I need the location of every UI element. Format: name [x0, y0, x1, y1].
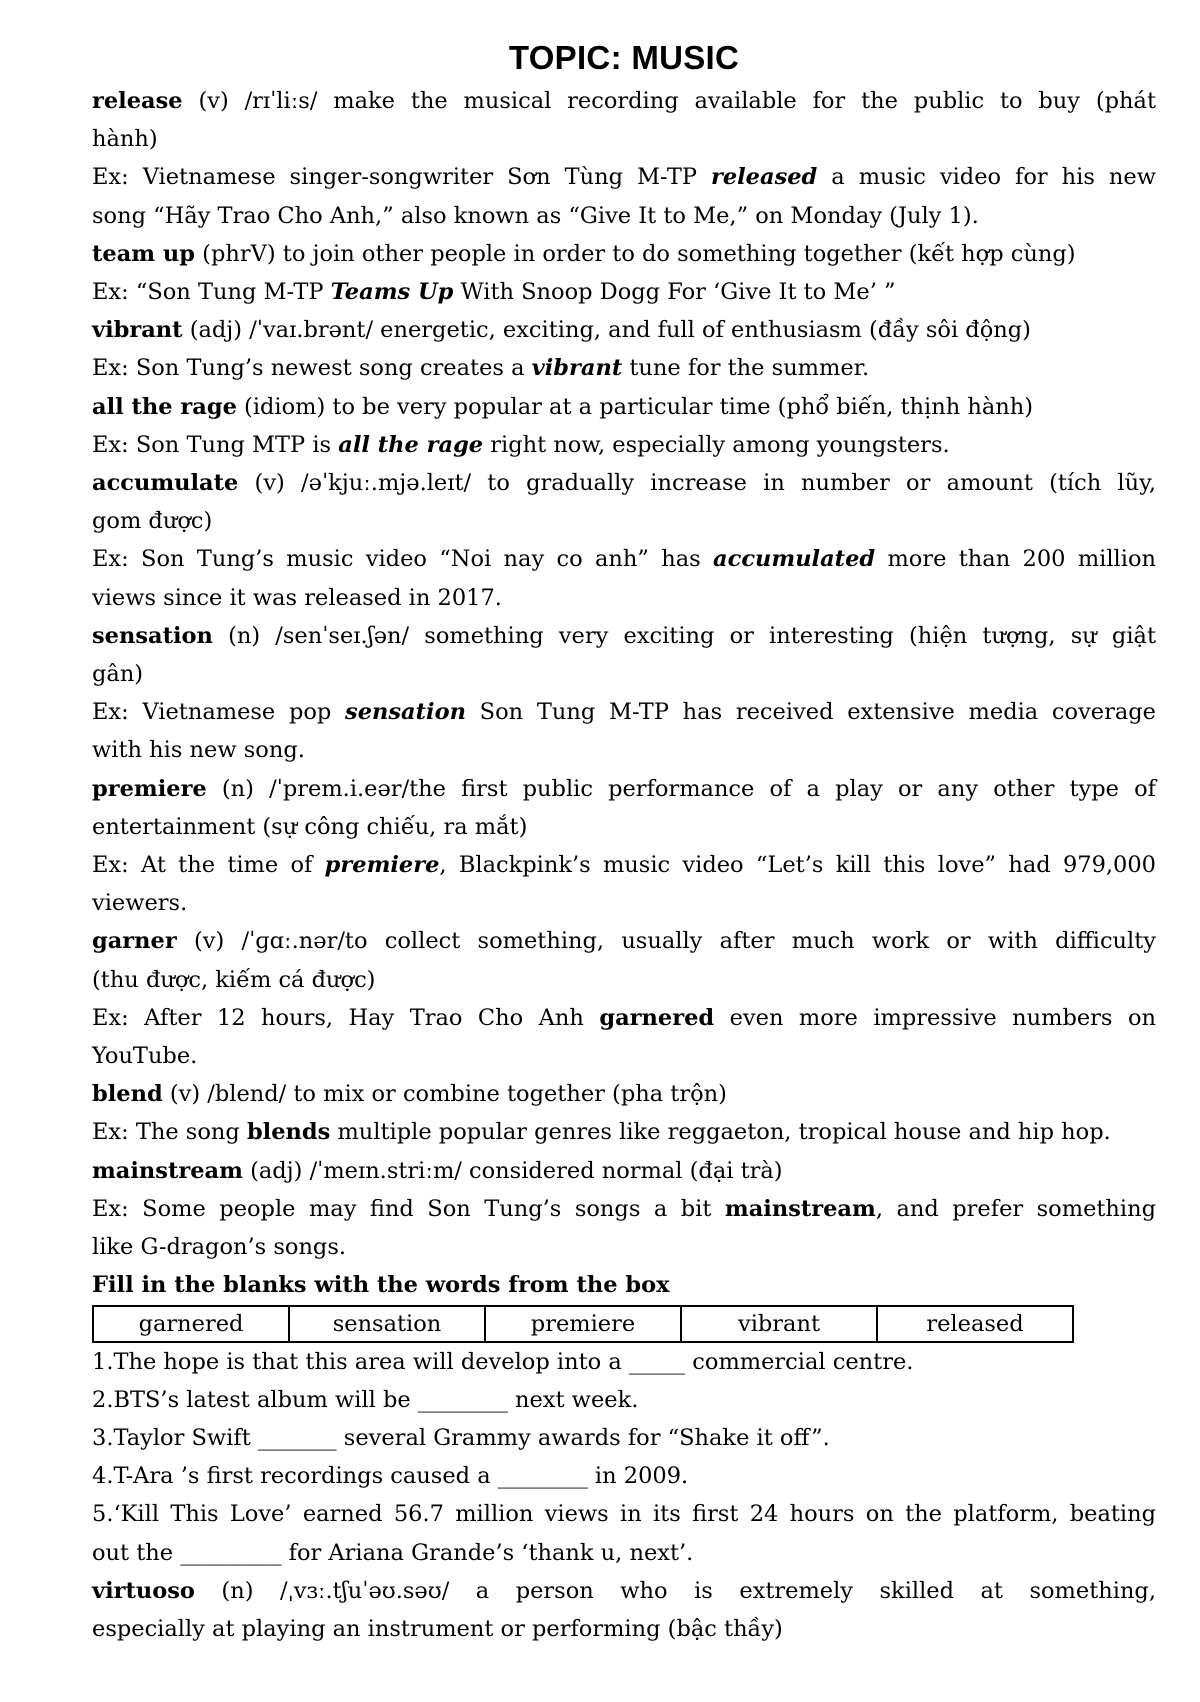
example-line [92, 426, 1156, 464]
box-word: garnered [93, 1306, 289, 1342]
definition-text: (v) /rɪˈliːs/ make the musical recording available for the public to buy (phát [182, 88, 1156, 114]
exercise-item [92, 1495, 1156, 1533]
definition-line-cont: gom được) [92, 508, 213, 535]
item-text: Taylor Swift _______ several Grammy awards for “Shake it off”. [113, 1424, 830, 1451]
entry-virtuoso [92, 1572, 1156, 1648]
entry-sensation [92, 617, 1156, 770]
example-keyword: premiere [324, 852, 440, 879]
definition-text: (idiom) to be very popular at a particular time (phổ biến, thịnh hành) [236, 393, 1034, 420]
definition-line-cont: especially at playing an instrument or performing (bậc thầy) [92, 1615, 783, 1642]
entry-mainstream [92, 1152, 1156, 1267]
definition-text: (n) /senˈseɪ.ʃən/ something very exciting or interesting (hiện tượng, sự giật [212, 622, 1156, 649]
exercise-heading: Fill in the blanks with the words from the box [92, 1272, 670, 1299]
exercise-item [92, 1457, 1156, 1495]
entry-garner [92, 922, 1156, 1075]
page-title: TOPIC: MUSIC [508, 39, 740, 76]
vocab-word: accumulate [92, 470, 239, 497]
definition-line [92, 770, 1156, 808]
definition-text: (n) /ˈprem.i.eər/the first public performance of a play or any other type of [206, 775, 1156, 802]
example-text: Ex: Son Tung’s newest song creates a [92, 355, 532, 382]
example-line [92, 273, 1156, 311]
definition-line [92, 1152, 1156, 1190]
definition-line [92, 311, 1156, 349]
example-text: With Snoop Dogg For ‘Give It to Me’ ” [453, 279, 896, 306]
example-keyword: released [710, 164, 818, 191]
example-text: even more impressive numbers on [714, 1004, 1156, 1031]
example-text: Ex: Son Tung’s music video “Noi nay co anh” has [92, 546, 714, 573]
entry-all-the-rage [92, 388, 1156, 464]
vocab-word: mainstream [92, 1157, 243, 1184]
entry-premiere [92, 770, 1156, 923]
vocab-word: garner [92, 928, 177, 955]
exercise-item-cont: out the _________ for Ariana Grande’s ‘thank u, next’. [92, 1539, 694, 1566]
definition-text: (phrV) to join other people in order to do something together (kết hợp cùng) [195, 240, 1076, 267]
box-word: released [877, 1306, 1073, 1342]
example-keyword: vibrant [531, 355, 623, 382]
entry-team-up [92, 235, 1156, 311]
example-line [92, 349, 1156, 387]
exercise-section [92, 1266, 1156, 1571]
example-text: , and prefer something [875, 1195, 1157, 1222]
example-text: Ex: At the time of [92, 852, 325, 879]
box-word: vibrant [681, 1306, 877, 1342]
example-text: tune for the summer. [622, 355, 870, 382]
example-text: Ex: Vietnamese pop [92, 699, 346, 726]
example-text: right now, especially among youngsters. [483, 431, 950, 458]
item-number: 2. [92, 1386, 114, 1413]
box-word: premiere [485, 1306, 681, 1342]
entry-vibrant [92, 311, 1156, 387]
definition-line [92, 235, 1156, 273]
vocab-word: premiere [92, 775, 207, 802]
example-text: Ex: “Son Tung M-TP [92, 279, 331, 306]
vocab-word: virtuoso [92, 1577, 195, 1604]
definition-text: (adj) /ˈmeɪn.striːm/ considered normal (đại trà) [242, 1157, 783, 1184]
example-keyword: all the rage [338, 431, 484, 458]
example-line [92, 1190, 1156, 1228]
example-text: a music video for his new [817, 164, 1156, 191]
definition-line [92, 82, 1156, 120]
example-line [92, 1113, 1156, 1151]
item-text: The hope is that this area will develop into a _____ commercial centre. [113, 1348, 914, 1375]
word-box [92, 1305, 1074, 1343]
example-text: multiple popular genres like reggaeton, tropical house and hip hop. [330, 1119, 1111, 1146]
example-keyword: Teams Up [330, 279, 454, 306]
example-text: Ex: Some people may find Son Tung’s songs a bit [92, 1195, 725, 1222]
definition-text: (v) /blend/ to mix or combine together (pha trộn) [162, 1081, 727, 1108]
vocab-word: all the rage [92, 393, 237, 420]
entry-release [92, 82, 1156, 235]
example-line [92, 693, 1156, 731]
example-text: Ex: Vietnamese singer-songwriter Sơn Tùng M-TP [92, 164, 711, 191]
example-text: , Blackpink’s music video “Let’s kill this love” had 979,000 [439, 852, 1156, 879]
exercise-item [92, 1381, 1156, 1419]
item-number: 3. [92, 1424, 114, 1451]
example-line-cont: like G-dragon’s songs. [92, 1234, 347, 1261]
vocab-word: blend [92, 1081, 163, 1108]
example-line-cont: viewers. [92, 890, 188, 917]
vocab-word: sensation [92, 622, 213, 649]
example-text: Ex: Son Tung MTP is [92, 431, 339, 458]
vocab-word: team up [92, 240, 196, 267]
example-text: more than 200 million [875, 546, 1156, 573]
example-text: Ex: The song [92, 1119, 247, 1146]
item-number: 1. [92, 1348, 114, 1375]
definition-line [92, 922, 1156, 960]
example-keyword: mainstream [724, 1195, 876, 1222]
example-text: Ex: After 12 hours, Hay Trao Cho Anh [92, 1004, 600, 1031]
example-line [92, 540, 1156, 578]
exercise-item [92, 1419, 1156, 1457]
example-line-cont: with his new song. [92, 737, 305, 764]
item-text: BTS’s latest album will be ________ next week. [113, 1386, 639, 1413]
example-line [92, 999, 1156, 1037]
example-keyword: accumulated [713, 546, 876, 573]
example-keyword: sensation [345, 699, 466, 726]
item-number: 5. [92, 1501, 114, 1528]
example-line-cont: views since it was released in 2017. [92, 584, 502, 611]
definition-text: (v) /ˈɡɑː.nər/to collect something, usually after much work or with difficulty [176, 928, 1156, 955]
definition-line [92, 464, 1156, 502]
definition-text: (v) /əˈkjuː.mjə.leɪt/ to gradually increase in number or amount (tích lũy, [238, 470, 1156, 497]
definition-line [92, 617, 1156, 655]
definition-line-cont: hành) [92, 126, 158, 153]
vocab-word: vibrant [92, 317, 183, 344]
worksheet-page [92, 36, 1156, 1648]
definition-line-cont: (thu được, kiếm cá được) [92, 966, 376, 993]
example-line-cont: YouTube. [92, 1043, 198, 1070]
item-text: T-Ara ’s first recordings caused a ________ in 2009. [113, 1463, 689, 1490]
item-text: ‘Kill This Love’ earned 56.7 million views in its first 24 hours on the platform, beating [113, 1501, 1156, 1528]
item-number: 4. [92, 1463, 114, 1490]
definition-line [92, 1572, 1156, 1610]
example-line-cont: song “Hãy Trao Cho Anh,” also known as “Give It to Me,” on Monday (July 1). [92, 202, 979, 229]
definition-line [92, 388, 1156, 426]
example-text: Son Tung M-TP has received extensive media coverage [465, 699, 1156, 726]
definition-text: (n) /ˌvɜː.tʃuˈəʊ.səʊ/ a person who is extremely skilled at something, [194, 1577, 1156, 1604]
example-line [92, 158, 1156, 196]
vocab-word: release [92, 88, 183, 114]
example-keyword: garnered [599, 1004, 715, 1031]
entry-blend [92, 1075, 1156, 1151]
definition-line [92, 1075, 1156, 1113]
definition-line-cont: gân) [92, 661, 144, 688]
definition-text: (adj) /ˈvaɪ.brənt/ energetic, exciting, and full of enthusiasm (đầy sôi động) [182, 317, 1031, 344]
exercise-item [92, 1343, 1156, 1381]
box-word: sensation [289, 1306, 485, 1342]
definition-line-cont: entertainment (sự công chiếu, ra mắt) [92, 813, 528, 840]
example-line [92, 846, 1156, 884]
entry-accumulate [92, 464, 1156, 617]
example-keyword: blends [246, 1119, 331, 1146]
